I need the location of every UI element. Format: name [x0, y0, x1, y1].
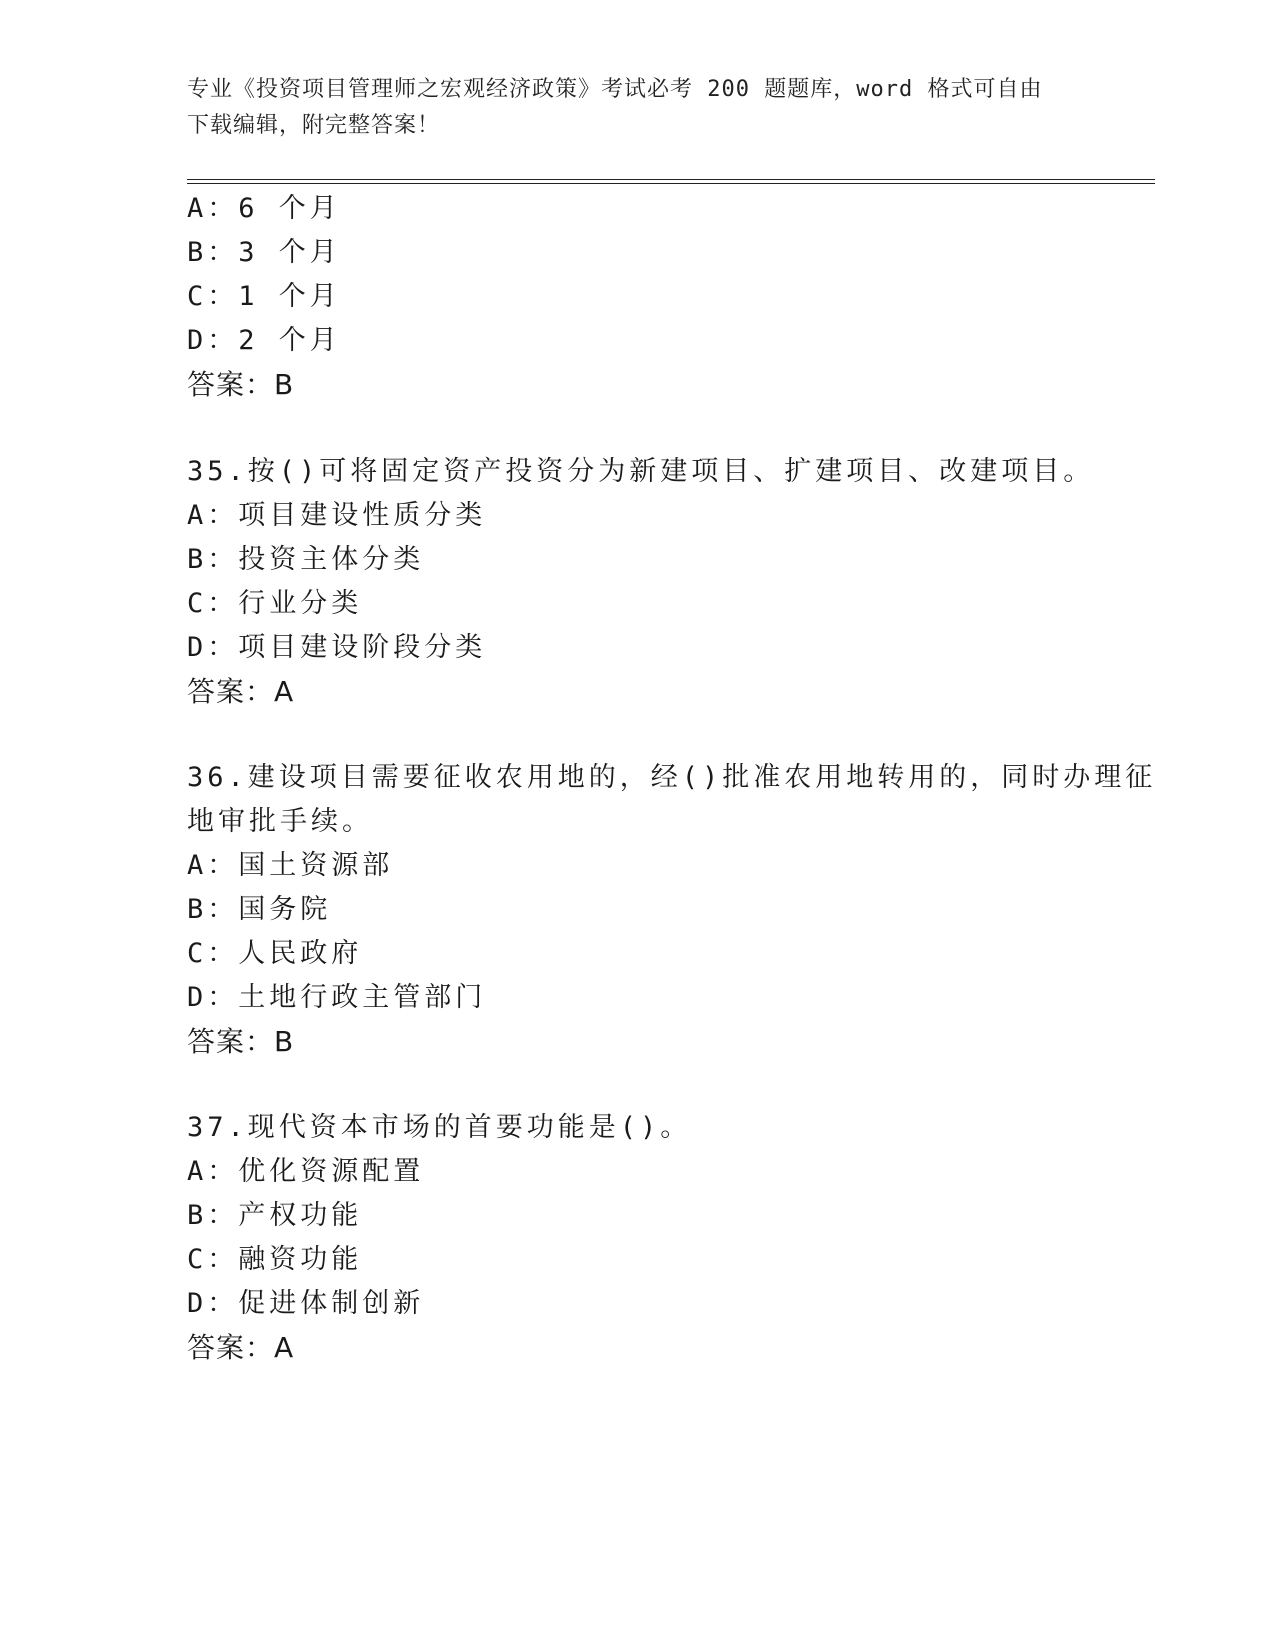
q36-option-a: A：国土资源部 [187, 850, 394, 881]
header-line-1: 专业《投资项目管理师之宏观经济政策》考试必考 200 题题库，word 格式可自由 [187, 77, 1043, 102]
q36-stem-line-1: 36.建设项目需要征收农用地的，经()批准农用地转用的，同时办理征 [187, 762, 1157, 793]
q34-option-d: D：2 个月 [187, 325, 341, 356]
q35-option-d: D：项目建设阶段分类 [187, 632, 487, 663]
q35-option-b: B：投资主体分类 [187, 544, 425, 575]
q37-option-b: B：产权功能 [187, 1200, 363, 1231]
q37-option-c: C：融资功能 [187, 1244, 363, 1275]
q34-option-a: A：6 个月 [187, 193, 341, 224]
header-divider-top [187, 179, 1155, 180]
header-line-2: 下载编辑，附完整答案！ [187, 113, 441, 138]
q36-stem-line-2: 地审批手续。 [187, 806, 373, 837]
q35-option-a: A：项目建设性质分类 [187, 500, 487, 531]
q35-option-c: C：行业分类 [187, 588, 363, 619]
q36-option-d: D：土地行政主管部门 [187, 982, 487, 1013]
q37-option-d: D：促进体制创新 [187, 1288, 425, 1319]
q37-stem: 37.现代资本市场的首要功能是()。 [187, 1112, 692, 1143]
header-divider-bottom [187, 183, 1155, 184]
document-header [187, 72, 1067, 144]
q34-answer: 答案：B [187, 368, 295, 401]
q34-option-b: B：3 个月 [187, 237, 341, 268]
q37-option-a: A：优化资源配置 [187, 1156, 425, 1187]
q35-stem: 35.按()可将固定资产投资分为新建项目、扩建项目、改建项目。 [187, 456, 1095, 487]
q34-option-c: C：1 个月 [187, 281, 341, 312]
q36-answer: 答案：B [187, 1025, 295, 1058]
q36-option-b: B：国务院 [187, 894, 332, 925]
q36-option-c: C：人民政府 [187, 938, 363, 969]
q37-answer: 答案：A [187, 1331, 295, 1364]
q35-answer: 答案：A [187, 675, 295, 708]
